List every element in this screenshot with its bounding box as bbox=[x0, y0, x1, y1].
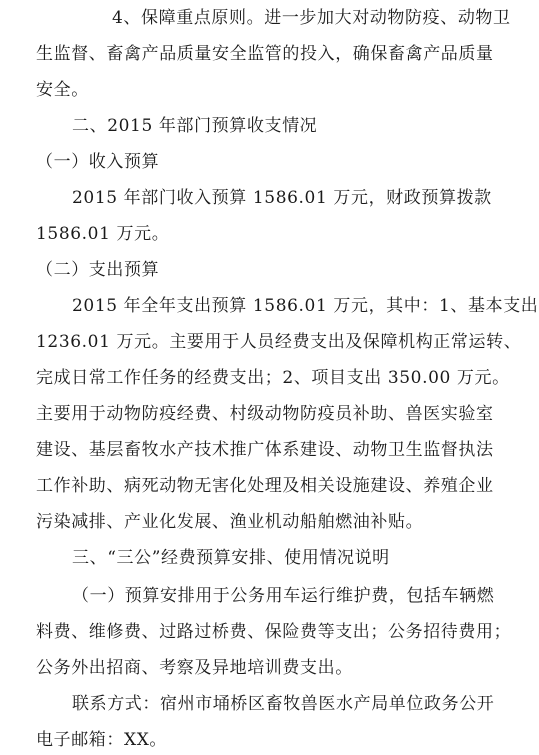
paragraph-line: 2015 年部门收入预算 1586.01 万元，财政预算拨款 bbox=[72, 188, 492, 208]
paragraph-line: 1236.01 万元。主要用于人员经费支出及保障机构正常运转、 bbox=[36, 332, 522, 352]
paragraph-line: 料费、维修费、过路过桥费、保险费等支出；公务招待费用； bbox=[36, 622, 512, 642]
paragraph-line: 工作补助、病死动物无害化处理及相关设施建设、养殖企业 bbox=[36, 476, 494, 496]
email-line: 电子邮箱：XX。 bbox=[36, 730, 168, 750]
paragraph-line: 完成日常工作任务的经费支出；2、项目支出 350.00 万元。 bbox=[36, 368, 510, 388]
section-heading: 三、“三公”经费预算安排、使用情况说明 bbox=[72, 548, 390, 568]
paragraph-line: 建设、基层畜牧水产技术推广体系建设、动物卫生监督执法 bbox=[36, 440, 494, 460]
subsection-heading: （二）支出预算 bbox=[36, 260, 160, 280]
paragraph-line: （一）预算安排用于公务用车运行维护费，包括车辆燃 bbox=[72, 586, 495, 606]
paragraph-line: 公务外出招商、考察及异地培训费支出。 bbox=[36, 658, 353, 678]
paragraph-line: 安全。 bbox=[36, 80, 89, 100]
paragraph-line: 主要用于动物防疫经费、村级动物防疫员补助、兽医实验室 bbox=[36, 404, 494, 424]
paragraph-line: 4、保障重点原则。进一步加大对动物防疫、动物卫 bbox=[112, 8, 511, 28]
subsection-heading: （一）收入预算 bbox=[36, 152, 160, 172]
paragraph-line: 污染减排、产业化发展、渔业机动船舶燃油补贴。 bbox=[36, 512, 424, 532]
paragraph-line: 生监督、畜禽产品质量安全监管的投入，确保畜禽产品质量 bbox=[36, 44, 494, 64]
paragraph-line: 2015 年全年支出预算 1586.01 万元，其中：1、基本支出 bbox=[72, 296, 539, 316]
contact-line: 联系方式：宿州市埇桥区畜牧兽医水产局单位政务公开 bbox=[72, 694, 495, 714]
paragraph-line: 1586.01 万元。 bbox=[36, 224, 170, 244]
section-heading: 二、2015 年部门预算收支情况 bbox=[72, 116, 318, 136]
